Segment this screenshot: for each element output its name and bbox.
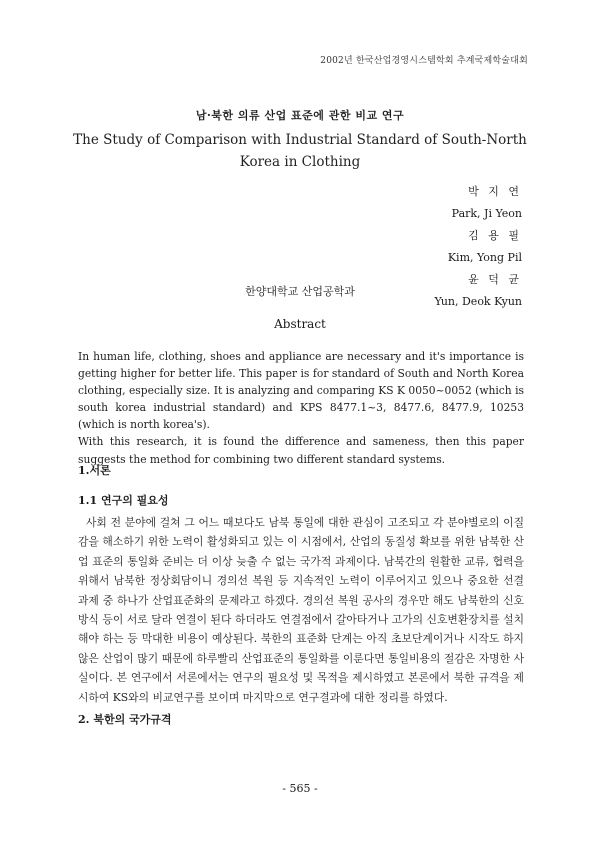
section-1-1-heading: 1.1 연구의 필요성 (78, 494, 169, 507)
abstract-paragraph-2: With this research, it is found the difference and sameness, then this paper suggests the method for combining two different standard systems. (78, 435, 524, 466)
author-3-korean: 윤 덕 균 (468, 273, 522, 286)
affiliation: 한양대학교 산업공학과 (245, 285, 355, 298)
section-1-heading: 1.서론 (78, 464, 111, 477)
page-number: - 565 - (282, 782, 318, 795)
author-1-korean: 박 지 연 (468, 185, 522, 198)
title-korean: 남·북한 의류 산업 표준에 관한 비교 연구 (195, 109, 405, 122)
abstract-heading: Abstract (274, 317, 326, 331)
running-head: 2002년 한국산업경영시스템학회 추계국제학술대회 (320, 56, 528, 66)
title-english: The Study of Comparison with Industrial Standard of South-North Korea in Clothing (73, 132, 527, 170)
author-3-english: Yun, Deok Kyun (434, 295, 522, 308)
section-1-1-body: 사회 전 분야에 걸쳐 그 어느 때보다도 남북 통일에 대한 관심이 고조되고 각 분야별로의 이질감을 해소하기 위한 노력이 활성화되고 있는 이 시점에서, 산업의 동질성 확보를 위한 남북한 산업 표준의 통일화 준비는 더 이상 늦출 수 없는 국가적 과제이다. 남북간의 원활한 교류, 협력을 위해서 남북한 정상회담이니 경의선 복원 등 지속적인 노력이 이루어지고 있으나 중요한 선결 과제 중 하나가 산업표준화의 문제라고 하겠다. 경의선 복원 공사의 경우만 해도 남북한의 신호방식 등이 서로 달라 연결이 된다 하더라도 연결점에서 갈아타거나 고가의 신호변환장치를 설치해야 하는 등 막대한 비용이 예상된다. 북한의 표준화 단계는 아직 초보단계이거나 시작도 하지 않은 산업이 많기 때문에 하루빨리 산업표준의 통일화를 이룬다면 통일비용의 절감은 자명한 사실이다. 본 연구에서 서론에서는 연구의 필요성 및 목적을 제시하였고 본론에서 북한 규격을 제시하여 KS와의 비교연구를 보이며 마지막으로 연구결과에 대한 정리를 하였다. (78, 516, 524, 704)
author-1-english: Park, Ji Yeon (451, 207, 522, 220)
section-2-heading: 2. 북한의 국가규격 (78, 713, 172, 726)
abstract-paragraph-1: In human life, clothing, shoes and appliance are necessary and it's importance is getting higher for better life. This paper is for standard of South and North Korea clothing, especially size. It is analyzing and comparing KS K 0050~0052 (which is south korea industrial standard) and KPS 8477.1~3, 8477.6, 8477.9, 10253 (which is north korea's). (78, 350, 524, 432)
author-2-english: Kim, Yong Pil (447, 251, 522, 264)
author-2-korean: 김 용 필 (468, 229, 522, 242)
abstract-body (78, 348, 524, 468)
